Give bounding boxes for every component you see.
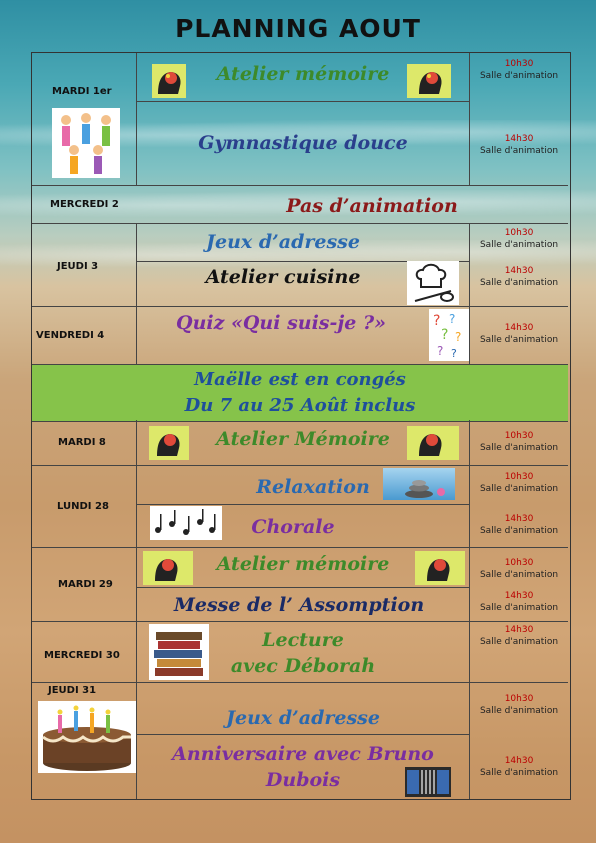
place-label: Salle d'animation [479,637,559,647]
activity-title: Anniversaire avec Bruno [172,743,434,765]
activity-title: Atelier mémoire [216,63,390,85]
banner-line: Maëlle est en congés [194,369,406,390]
activity-title: Gymnastique douce [198,132,408,154]
activity-title: Atelier mémoire [216,553,390,575]
day-label: JEUDI 3 [57,261,99,272]
day-label: JEUDI 31 [48,685,97,696]
activity-title: Relaxation [256,476,370,498]
activity-title: Dubois [265,769,341,791]
time-label: 14h30 [504,756,534,766]
page-title: PLANNING AOUT [175,14,421,43]
holiday-banner [32,364,568,422]
place-label: Salle d'animation [479,768,559,778]
time-label: 10h30 [504,59,534,69]
day-label: LUNDI 28 [57,501,109,512]
activity-title: Lecture [262,629,344,651]
activity-title: Atelier Mémoire [216,428,390,450]
svg-text:?: ? [451,347,457,360]
activity-title: Quiz «Qui suis-je ?» [176,312,386,334]
activity-title: Pas d’animation [286,195,458,217]
chef-icon [407,261,459,305]
time-label: 14h30 [504,266,534,276]
activity-title: Atelier cuisine [205,266,361,288]
place-label: Salle d'animation [479,278,559,288]
place-label: Salle d'animation [479,146,559,156]
activity-title: Messe de l’ Assomption [173,594,425,616]
time-label: 10h30 [504,694,534,704]
activity-title: Jeux d’adresse [226,707,380,729]
svg-text:?: ? [455,330,462,344]
svg-text:?: ? [449,312,456,326]
place-label: Salle d'animation [479,71,559,81]
table-row [32,186,568,224]
day-label: MARDI 29 [58,579,113,590]
relax-stones-icon [383,468,455,500]
place-label: Salle d'animation [479,603,559,613]
day-label: MERCREDI 2 [50,199,119,210]
day-label: MARDI 1er [52,86,112,97]
time-label: 14h30 [504,514,534,524]
day-label: MARDI 8 [58,437,106,448]
planning-table [31,52,571,800]
place-label: Salle d'animation [479,443,559,453]
activity-title: avec Déborah [230,655,376,677]
place-label: Salle d'animation [479,526,559,536]
time-label: 10h30 [504,558,534,568]
brain-icon [407,64,451,98]
time-label: 10h30 [504,431,534,441]
day-label: VENDREDI 4 [36,330,105,341]
brain-icon [407,426,459,460]
day-label: MERCREDI 30 [44,650,120,661]
brain-icon [415,551,465,585]
table-row [32,53,568,186]
table-row [32,307,568,364]
question-marks-icon [429,309,469,361]
svg-text:?: ? [437,344,444,358]
time-label: 14h30 [504,323,534,333]
table-row [32,224,568,307]
birthday-cake-icon [38,701,136,773]
table-row [32,548,568,622]
svg-text:?: ? [433,313,441,329]
place-label: Salle d'animation [479,570,559,580]
place-label: Salle d'animation [479,335,559,345]
place-label: Salle d'animation [479,484,559,494]
place-label: Salle d'animation [479,706,559,716]
table-row [32,466,568,548]
accordion-icon [405,767,451,797]
svg-text:?: ? [441,327,449,343]
time-label: 14h30 [504,625,534,635]
time-label: 10h30 [504,472,534,482]
activity-title: Jeux d’adresse [206,231,360,253]
time-label: 14h30 [504,134,534,144]
gymnastics-icon [52,108,120,178]
time-label: 14h30 [504,591,534,601]
table-row [32,622,568,683]
table-row [32,420,568,466]
time-label: 10h30 [504,228,534,238]
banner-line: Du 7 au 25 Août inclus [184,395,416,416]
activity-title: Chorale [251,516,335,538]
place-label: Salle d'animation [479,240,559,250]
table-row [32,683,568,799]
